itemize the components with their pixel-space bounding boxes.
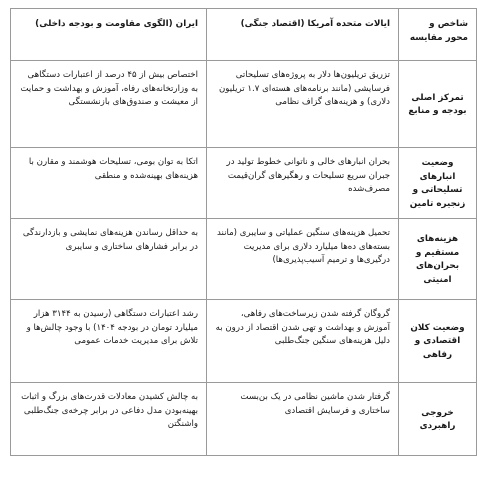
- table-header-row: [11, 9, 477, 61]
- header-iran: ایران (الگوی مقاومت و بودجه داخلی): [11, 9, 207, 61]
- row-criterion: هزینه‌های مستقیم و بحران‌های امنیتی: [399, 219, 477, 300]
- row-criterion: خروجی راهبردی: [399, 383, 477, 456]
- row-iran-cell: به چالش کشیدن معادلات قدرت‌های بزرگ و اثبات بهینه‌بودن مدل دفاعی در برابر چرخه‌ی جنگ‌طلبی واشنگتن: [11, 383, 207, 456]
- table-row: [11, 148, 477, 219]
- row-usa-cell: تحمیل هزینه‌های سنگین عملیاتی و سایبری (مانند بسته‌های ده‌ها میلیارد دلاری برای مدیریت درگیری‌ها و ترمیم آسیب‌پذیری‌ها): [207, 219, 399, 300]
- row-iran-cell: اتکا به توان بومی، تسلیحات هوشمند و مقارن با هزینه‌های بهینه‌شده و منطقی: [11, 148, 207, 219]
- table-row: [11, 61, 477, 148]
- table-row: [11, 219, 477, 300]
- comparison-table: [10, 8, 477, 456]
- row-criterion: تمرکز اصلی بودجه و منابع: [399, 61, 477, 148]
- row-criterion: وضعیت کلان اقتصادی و رفاهی: [399, 300, 477, 383]
- table-row: [11, 383, 477, 456]
- table-row: [11, 300, 477, 383]
- row-usa-cell: بحران انبارهای خالی و ناتوانی خطوط تولید در جبران سریع تسلیحات و رهگیرهای گران‌قیمت مصرف‌شده: [207, 148, 399, 219]
- row-usa-cell: گرفتار شدن ماشین نظامی در یک بن‌بست ساختاری و فرسایش اقتصادی: [207, 383, 399, 456]
- row-usa-cell: تزریق تریلیون‌ها دلار به پروژه‌های تسلیحاتی فرسایشی (مانند برنامه‌های هسته‌ای ۱.۷ تریلیون دلاری) و هزینه‌های گزاف نظامی: [207, 61, 399, 148]
- header-criterion: شاخص و محور مقایسه: [399, 9, 477, 61]
- row-iran-cell: به حداقل رساندن هزینه‌های نمایشی و بازدارندگی در برابر فشارهای ساختاری و سایبری: [11, 219, 207, 300]
- row-criterion: وضعیت انبارهای تسلیحاتی و زنجیره تامین: [399, 148, 477, 219]
- row-usa-cell: گروگان گرفته شدن زیرساخت‌های رفاهی، آموزش و بهداشت و تهی شدن اقتصاد از درون به دلیل هزینه‌های سنگین جنگ‌طلبی: [207, 300, 399, 383]
- header-usa: ایالات متحده آمریکا (اقتصاد جنگی): [207, 9, 399, 61]
- comparison-table-container: [10, 8, 476, 456]
- row-iran-cell: اختصاص بیش از ۴۵ درصد از اعتبارات دستگاهی به وزارتخانه‌های رفاه، آموزش و بهداشت و حمایت از معیشت و صندوق‌های بازنشستگی: [11, 61, 207, 148]
- row-iran-cell: رشد اعتبارات دستگاهی (رسیدن به ۳۱۴۴ هزار میلیارد تومان در بودجه ۱۴۰۴) با وجود چالش‌ها و تلاش برای مدیریت خدمات عمومی: [11, 300, 207, 383]
